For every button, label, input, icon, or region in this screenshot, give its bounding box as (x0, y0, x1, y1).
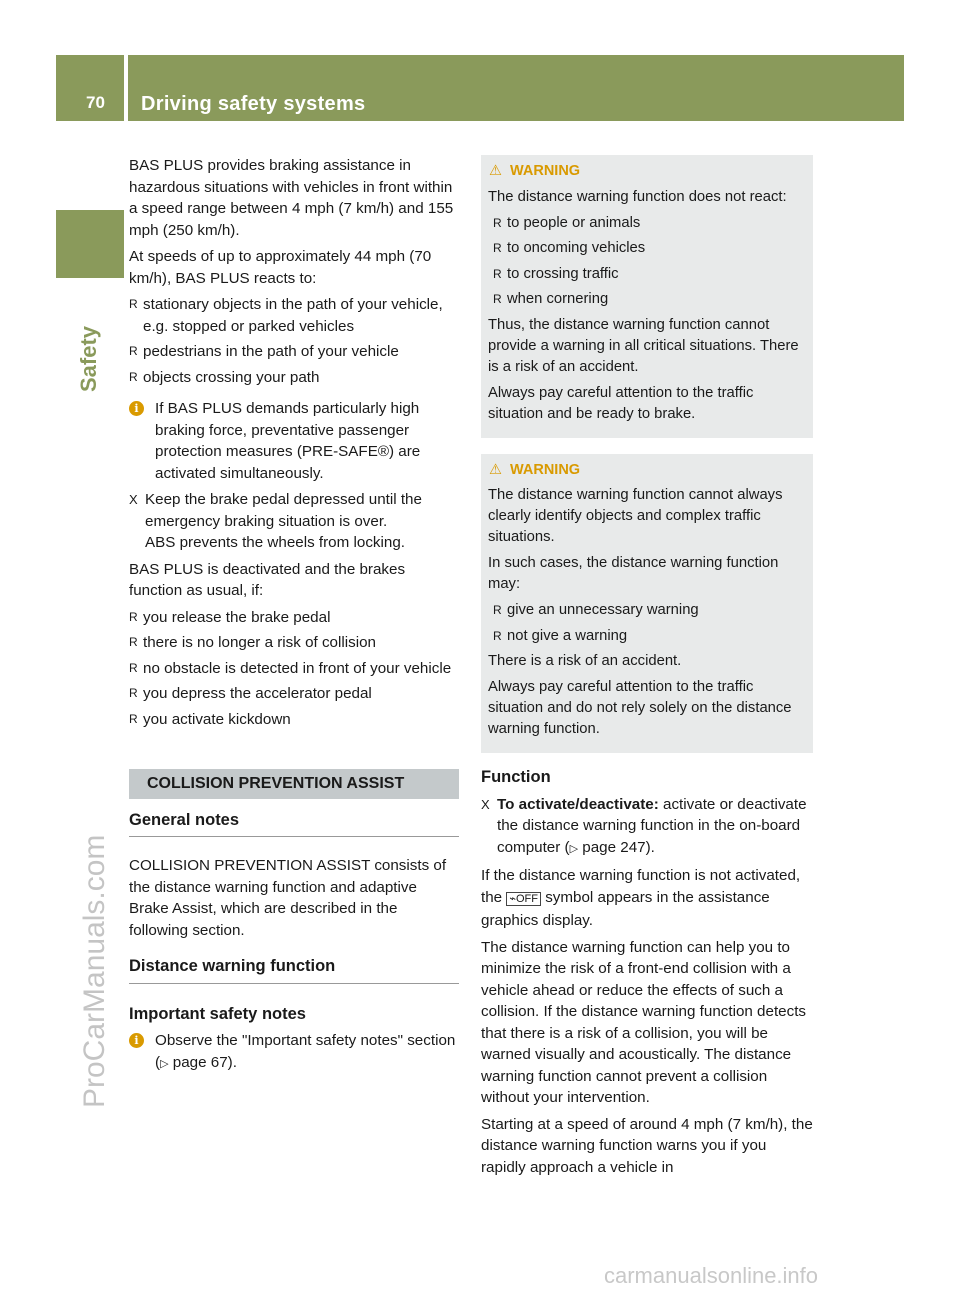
paragraph: If the distance warning function is not activated, the ⌁OFF symbol appears in the assistance graphics display. (481, 867, 801, 929)
chapter-header (128, 55, 904, 121)
bullet-icon: R (493, 266, 502, 281)
paragraph: The distance warning function can help you to minimize the risk of a front-end collision with a vehicle ahead or reduce the effects of such a collision. If the distance warning function detects that there is a risk of a collision, you will be warned visually and acoustically. The distance warning function cannot prevent a collision without your intervention. (481, 938, 807, 1106)
instruction-arrow-icon: X (481, 796, 490, 812)
bullet-icon: R (129, 609, 138, 624)
bullet-icon: R (129, 297, 138, 311)
warning-box (481, 155, 813, 438)
right-column (481, 155, 813, 1183)
subheading: Function (481, 768, 551, 786)
list-item: R when cornering (493, 289, 806, 311)
list-item: R to crossing traffic (493, 264, 806, 286)
instruction: X To activate/deactivate: activate or deactivate the distance warning function in the on-board computer (▷ page 247). (481, 795, 807, 856)
chapter-title: Driving safety systems (141, 93, 366, 115)
info-note: i If BAS PLUS demands particularly high braking force, preventative passenger protection measures (PRE-SAFE®) are activated simultaneously. (129, 398, 459, 484)
distance-warning-off-icon: ⌁OFF (506, 892, 541, 906)
subheading: Distance warning function (129, 956, 459, 984)
bullet-icon: R (129, 686, 138, 700)
bullet-icon: R (493, 628, 502, 643)
warning-icon: ⚠ (489, 461, 502, 478)
subheading: Important safety notes (129, 1004, 306, 1023)
list-item: R not give a warning (493, 626, 806, 648)
paragraph: The distance warning function cannot always clearly identify objects and complex traffic situations. (488, 487, 783, 545)
list-item: R to oncoming vehicles (493, 238, 806, 260)
list-item: R stationary objects in the path of your vehicle, e.g. stopped or parked vehicles (129, 296, 443, 335)
section-title: COLLISION PREVENTION ASSIST (129, 769, 459, 799)
list-item: R pedestrians in the path of your vehicle (129, 341, 459, 363)
page-ref-icon: ▷ (160, 1057, 169, 1070)
bullet-icon: R (493, 603, 502, 617)
warning-box (481, 454, 813, 754)
warning-icon: ⚠ (489, 163, 502, 179)
list-item: R you release the brake pedal (129, 607, 459, 629)
paragraph: Thus, the distance warning function cannot provide a warning in all critical situations. There is a risk of an accident. (488, 316, 799, 375)
bullet-icon: R (129, 344, 138, 358)
paragraph: Always pay careful attention to the traffic situation and be ready to brake. (488, 384, 754, 422)
paragraph: At speeds of up to approximately 44 mph (70 km/h), BAS PLUS reacts to: (129, 248, 432, 287)
paragraph: BAS PLUS is deactivated and the brakes function as usual, if: (129, 560, 406, 599)
footer-watermark: carmanualsonline.info (604, 1263, 819, 1288)
subheading: General notes (129, 810, 459, 838)
list-item: R you depress the accelerator pedal (129, 683, 459, 705)
paragraph: BAS PLUS provides braking assistance in hazardous situations with vehicles in front within a speed range between 4 mph (7 km/h) and 155 mph (250 km/h). (129, 157, 454, 239)
bullet-icon: R (129, 660, 138, 675)
list-item: R you activate kickdown (129, 709, 459, 731)
bullet-icon: R (129, 369, 138, 384)
list-item: R to people or animals (493, 213, 806, 235)
list-item: R no obstacle is detected in front of your vehicle (129, 658, 459, 680)
paragraph: COLLISION PREVENTION ASSIST consists of the distance warning function and adaptive Brake Assist, which are described in the following section. (129, 857, 447, 939)
info-icon: i (129, 401, 144, 416)
bullet-icon: R (129, 711, 138, 726)
bullet-icon: R (493, 215, 502, 230)
paragraph: Starting at a speed of around 4 mph (7 km/h), the distance warning function warns you if you rapidly approach a vehicle in (481, 1115, 813, 1176)
bullet-icon: R (493, 292, 502, 306)
paragraph: Always pay careful attention to the traffic situation and do not rely solely on the distance warning function. (488, 679, 792, 737)
list-item: R give an unnecessary warning (493, 600, 806, 622)
paragraph: In such cases, the distance warning function may: (488, 555, 779, 592)
instruction-arrow-icon: X (129, 492, 138, 507)
list-item: R objects crossing your path (129, 367, 459, 389)
warning-title: ⚠ WARNING (489, 163, 581, 179)
warning-title: ⚠ WARNING (489, 461, 581, 478)
page-ref-icon: ▷ (569, 842, 579, 855)
paragraph: The distance warning function does not react: (488, 188, 787, 205)
watermark: ProCarManuals.com (78, 834, 111, 1108)
left-column (129, 155, 459, 1080)
list-item: R there is no longer a risk of collision (129, 632, 459, 654)
info-note: i Observe the "Important safety notes" section (▷ page 67). (129, 1030, 459, 1075)
instruction: X Keep the brake pedal depressed until the emergency braking situation is over. ABS prevents the wheels from locking. (129, 491, 422, 551)
bullet-icon: R (129, 635, 138, 649)
page-number-block (56, 55, 124, 121)
section-label: Safety (76, 325, 101, 392)
bullet-icon: R (493, 241, 502, 255)
paragraph: There is a risk of an accident. (488, 653, 682, 669)
page-number: 70 (86, 93, 105, 112)
section-marker (56, 210, 124, 278)
info-icon: i (129, 1033, 144, 1048)
